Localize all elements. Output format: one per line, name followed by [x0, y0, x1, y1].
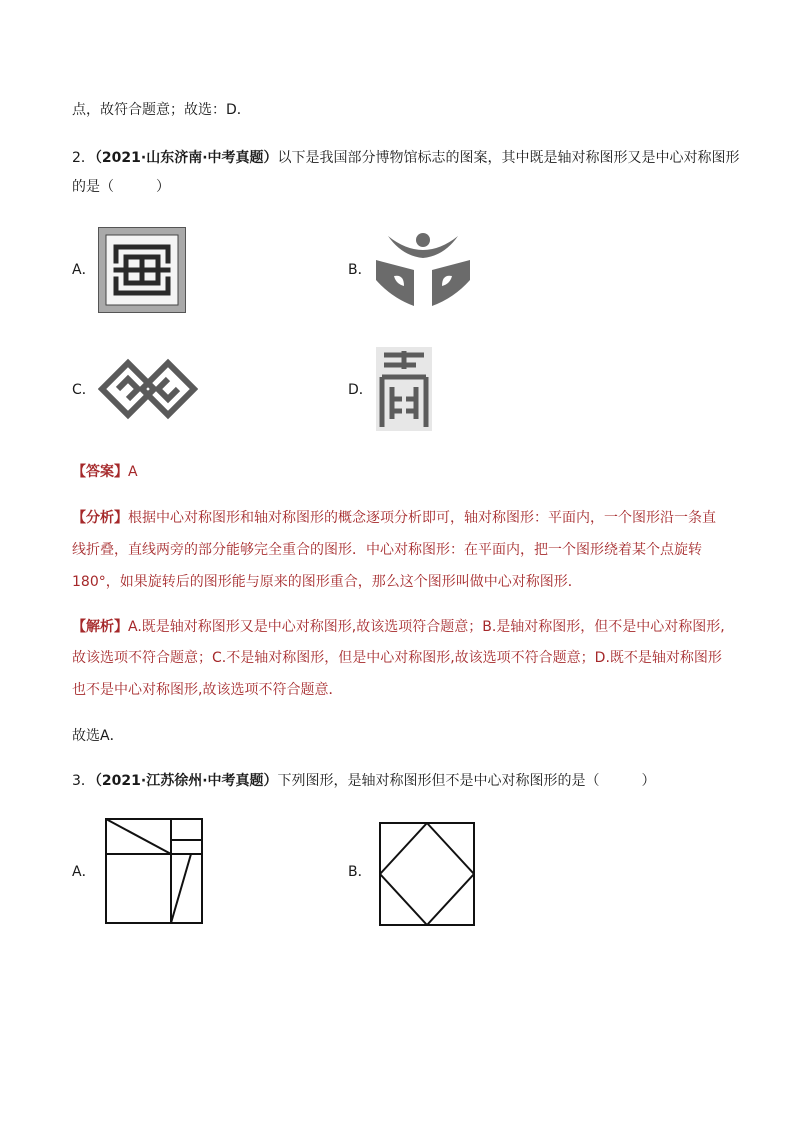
analysis-line-2: 线折叠，直线两旁的部分能够完全重合的图形．中心对称图形：在平面内，把一个图形绕着某个点旋转: [72, 542, 702, 558]
option-a-maze-logo: [98, 227, 186, 313]
option-d-label: D．: [348, 382, 373, 398]
answer-value: A: [128, 464, 138, 480]
answer-tag: 【答案】: [72, 464, 128, 480]
question-source: （2021·山东济南·中考真题）: [94, 150, 278, 166]
analysis-line-1: [72, 508, 716, 528]
option-d-seal-logo: [376, 347, 432, 431]
previous-solution-tail: 点，故符合题意；故选：D．: [72, 102, 251, 118]
question-text: 以下是我国部分博物馆标志的图案，其中既是轴对称图形又是中心对称图形: [277, 150, 740, 166]
solution-tag: 【解析】: [72, 619, 128, 635]
option-c-knot-logo: [98, 350, 198, 428]
question-2-stem-cont: 的是（ ）: [72, 179, 170, 195]
q3-option-a-label: A．: [72, 864, 96, 880]
analysis-text: 根据中心对称图形和轴对称图形的概念逐项分析即可，轴对称图形：平面内，一个图形沿一条直: [128, 510, 716, 526]
question-number: 2．: [72, 150, 95, 166]
question-source: （2021·江苏徐州·中考真题）: [94, 773, 278, 789]
solution-line-1: [72, 617, 725, 637]
option-c-label: C．: [72, 382, 96, 398]
option-b-vessel-logo: [374, 230, 472, 308]
conclusion: 故选A．: [72, 728, 124, 744]
q3-option-b-label: B．: [348, 864, 372, 880]
option-b-label: B．: [348, 262, 372, 278]
question-text: 下列图形，是轴对称图形但不是中心对称图形的是（ ）: [277, 773, 656, 789]
question-number: 3．: [72, 773, 95, 789]
solution-line-2: 故该选项不符合题意；C.不是轴对称图形，但是中心对称图形,故该选项不符合题意；D.既不是轴对称图形: [72, 650, 722, 666]
q3-option-b-figure: [379, 822, 475, 926]
question-2-stem: [72, 148, 740, 168]
answer-line: [72, 462, 138, 482]
analysis-tag: 【分析】: [72, 510, 128, 526]
question-3-stem: [72, 771, 656, 791]
solution-line-3: 也不是中心对称图形,故该选项不符合题意．: [72, 682, 343, 698]
option-a-label: A．: [72, 262, 96, 278]
q3-option-a-figure: [105, 818, 203, 924]
solution-text: A.既是轴对称图形又是中心对称图形,故该选项符合题意；B.是轴对称图形，但不是中心对称图形,: [128, 619, 725, 635]
analysis-line-3: 180°，如果旋转后的图形能与原来的图形重合，那么这个图形叫做中心对称图形．: [72, 574, 582, 590]
